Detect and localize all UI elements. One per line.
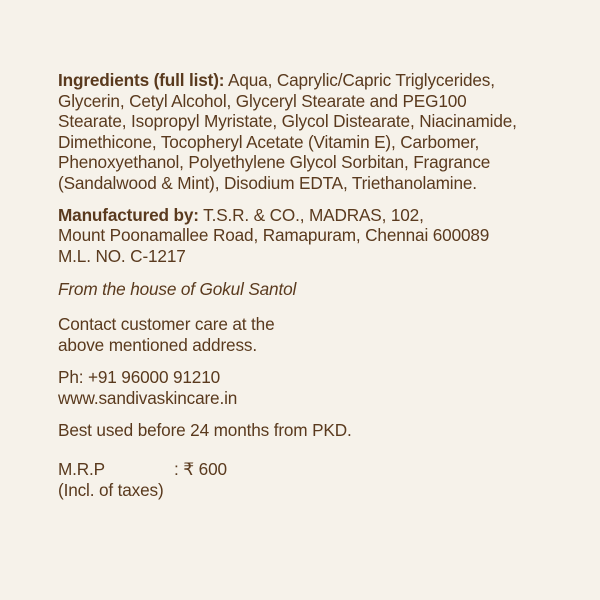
ingredients-text-1: Aqua, Caprylic/Capric Triglycerides, [224,70,495,90]
ingredients-line-1 [58,70,588,91]
manufacturer-heading: Manufactured by: [58,204,199,225]
house-line: From the house of Gokul Santol [58,279,297,300]
manufacturer-text-2: Mount Poonamallee Road, Ramapuram, Chennai 600089 [58,225,490,246]
ingredients-text-4: Dimethicone, Tocopheryl Acetate (Vitamin E), Carbomer, [58,131,480,152]
ingredients-block [58,70,588,194]
best-before-text: Best used before 24 months from PKD. [58,420,352,441]
mrp-block [58,459,588,500]
manufacturer-line-1 [58,205,588,226]
ingredients-text-5: Phenoxyethanol, Polyethylene Glycol Sorbitan, Fragrance [58,152,491,173]
manufacturer-text-3: M.L. NO. C-1217 [58,245,186,266]
manufacturer-block [58,205,588,267]
ingredients-heading: Ingredients (full list): [58,70,225,90]
mrp-value: : ₹ 600 [174,458,227,479]
website-link: www.sandivaskincare.in [58,387,238,408]
ingredients-text-2: Glycerin, Cetyl Alcohol, Glyceryl Stearate and PEG100 [58,90,467,111]
phone-block [58,367,588,408]
contact-text-1: Contact customer care at the [58,313,275,334]
mrp-note: (Incl. of taxes) [58,479,164,500]
product-label-panel [58,70,588,500]
manufacturer-text-1: T.S.R. & CO., MADRAS, 102, [198,204,424,225]
mrp-row [58,459,588,480]
ingredients-text-3: Stearate, Isopropyl Myristate, Glycol Distearate, Niacinamide, [58,111,517,132]
contact-text-2: above mentioned address. [58,334,257,355]
mrp-label: M.R.P [58,458,105,479]
contact-block [58,314,588,355]
ingredients-text-6: (Sandalwood & Mint), Disodium EDTA, Triethanolamine. [58,172,477,193]
phone-number: Ph: +91 96000 91210 [58,367,221,388]
